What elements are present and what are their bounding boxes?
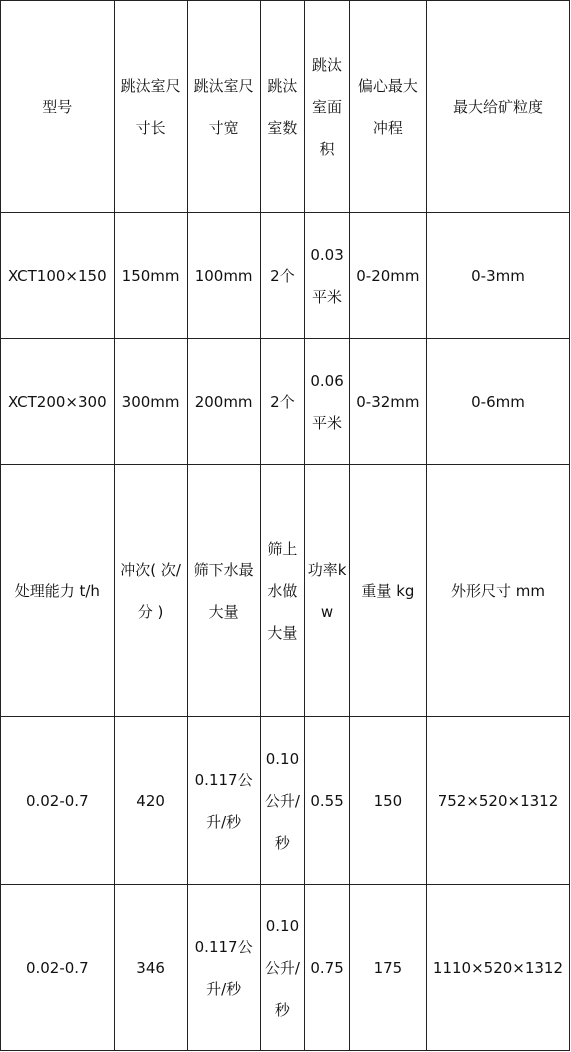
area-cell: 0.06平米 bbox=[305, 339, 350, 465]
table-row bbox=[1, 885, 570, 1051]
header-row-2 bbox=[1, 465, 570, 717]
header-cell: 跳汰室尺寸宽 bbox=[187, 1, 260, 213]
header-cell: 偏心最大冲程 bbox=[349, 1, 426, 213]
feed-size-cell: 0-3mm bbox=[426, 213, 569, 339]
table-row bbox=[1, 213, 570, 339]
weight-cell: 175 bbox=[349, 885, 426, 1051]
under-water-cell: 0.117公升/秒 bbox=[187, 885, 260, 1051]
stroke-cell: 0-20mm bbox=[349, 213, 426, 339]
count-cell: 2个 bbox=[260, 339, 305, 465]
stroke-rate-cell: 420 bbox=[114, 717, 187, 885]
length-cell: 300mm bbox=[114, 339, 187, 465]
header-cell: 跳汰室数 bbox=[260, 1, 305, 213]
model-cell: XCT100×150 bbox=[1, 213, 115, 339]
table-row bbox=[1, 717, 570, 885]
model-cell: XCT200×300 bbox=[1, 339, 115, 465]
header-cell: 跳汰室面积 bbox=[305, 1, 350, 213]
count-cell: 2个 bbox=[260, 213, 305, 339]
dimensions-cell: 1110×520×1312 bbox=[426, 885, 569, 1051]
stroke-cell: 0-32mm bbox=[349, 339, 426, 465]
stroke-rate-cell: 346 bbox=[114, 885, 187, 1051]
feed-size-cell: 0-6mm bbox=[426, 339, 569, 465]
width-cell: 100mm bbox=[187, 213, 260, 339]
header-cell: 功率kw bbox=[305, 465, 350, 717]
header-cell: 筛上水做大量 bbox=[260, 465, 305, 717]
header-cell: 外形尺寸 mm bbox=[426, 465, 569, 717]
header-row-1 bbox=[1, 1, 570, 213]
over-water-cell: 0.10公升/秒 bbox=[260, 885, 305, 1051]
length-cell: 150mm bbox=[114, 213, 187, 339]
header-cell: 重量 kg bbox=[349, 465, 426, 717]
under-water-cell: 0.117公升/秒 bbox=[187, 717, 260, 885]
area-cell: 0.03平米 bbox=[305, 213, 350, 339]
header-cell: 跳汰室尺寸长 bbox=[114, 1, 187, 213]
width-cell: 200mm bbox=[187, 339, 260, 465]
header-cell: 冲次( 次/分 ) bbox=[114, 465, 187, 717]
header-cell: 处理能力 t/h bbox=[1, 465, 115, 717]
dimensions-cell: 752×520×1312 bbox=[426, 717, 569, 885]
table-row bbox=[1, 339, 570, 465]
header-cell: 筛下水最大量 bbox=[187, 465, 260, 717]
over-water-cell: 0.10公升/秒 bbox=[260, 717, 305, 885]
power-cell: 0.55 bbox=[305, 717, 350, 885]
capacity-cell: 0.02-0.7 bbox=[1, 885, 115, 1051]
capacity-cell: 0.02-0.7 bbox=[1, 717, 115, 885]
header-cell: 型号 bbox=[1, 1, 115, 213]
header-cell: 最大给矿粒度 bbox=[426, 1, 569, 213]
power-cell: 0.75 bbox=[305, 885, 350, 1051]
weight-cell: 150 bbox=[349, 717, 426, 885]
